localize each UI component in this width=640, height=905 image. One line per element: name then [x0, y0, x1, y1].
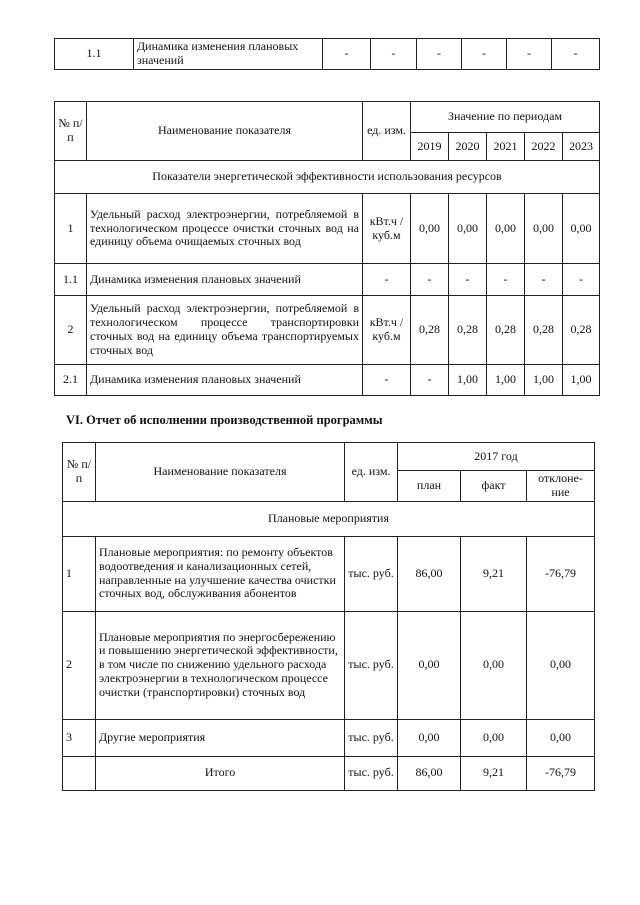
row-number: 2.1 — [55, 365, 87, 396]
col-header-num: № п/п — [55, 102, 87, 161]
row-number: 2 — [63, 611, 96, 719]
row-number: 2 — [55, 296, 87, 365]
col-header-year: 2023 — [563, 133, 600, 161]
value-cell: 0,28 — [487, 296, 525, 365]
deviation-value: 0,00 — [527, 719, 595, 756]
value-cell: - — [487, 264, 525, 296]
col-header-year: 2019 — [411, 133, 449, 161]
fact-value: 0,00 — [461, 611, 527, 719]
unit: тыс. руб. — [345, 756, 398, 790]
value-cell: - — [449, 264, 487, 296]
plan-value: 0,00 — [398, 611, 461, 719]
section-title: Показатели энергетической эффективности использования ресурсов — [55, 161, 600, 194]
deviation-value: -76,79 — [527, 756, 595, 790]
indicator-name: Динамика изменения плановых значений — [87, 365, 363, 396]
value-cell: 0,28 — [525, 296, 563, 365]
value-cell: 0,00 — [449, 194, 487, 264]
table-row — [55, 39, 600, 70]
table-row — [55, 365, 600, 396]
col-header-unit: ед. изм. — [345, 443, 398, 502]
row-number: 3 — [63, 719, 96, 756]
unit: тыс. руб. — [345, 536, 398, 611]
value-cell: - — [563, 264, 600, 296]
table-row — [63, 719, 595, 756]
deviation-value: -76,79 — [527, 536, 595, 611]
indicator-name: Удельный расход электроэнергии, потребляемой в технологическом процессе транспортировки сточных вод на единицу объема транспортируемых сточных вод — [87, 296, 363, 365]
indicator-name: Динамика изменения плановых значений — [134, 39, 323, 70]
measure-name: Плановые мероприятия по энергосбережению и повышению энергетической эффективности, в том числе по снижению удельного расхода электроэнергии в технологическом процессе очистки (транспортировки) сточных вод — [96, 611, 345, 719]
value-cell: 1,00 — [563, 365, 600, 396]
measure-name: Другие мероприятия — [96, 719, 345, 756]
deviation-value: 0,00 — [527, 611, 595, 719]
value-cell: 0,28 — [411, 296, 449, 365]
col-header-name: Наименование показателя — [87, 102, 363, 161]
unit: - — [363, 365, 411, 396]
col-header-num: № п/п — [63, 443, 96, 502]
col-header-plan: план — [398, 471, 461, 502]
value-cell: 0,00 — [487, 194, 525, 264]
value-cell: - — [507, 39, 552, 70]
unit: кВт.ч / куб.м — [363, 296, 411, 365]
measure-name: Плановые мероприятия: по ремонту объектов водоотведения и канализационных сетей, направленные на улучшение качества очистки сточных вод, обслуживания абонентов — [96, 536, 345, 611]
row-number: 1.1 — [55, 264, 87, 296]
row-number: 1.1 — [55, 39, 134, 70]
unit: - — [323, 39, 371, 70]
table-row — [63, 536, 595, 611]
row-number: 1 — [55, 194, 87, 264]
col-header-year: 2021 — [487, 133, 525, 161]
energy-efficiency-table — [54, 101, 600, 396]
value-cell: 1,00 — [487, 365, 525, 396]
value-cell: 1,00 — [525, 365, 563, 396]
value-cell: - — [371, 39, 417, 70]
col-header-deviation: отклоне-ние — [527, 471, 595, 502]
value-cell: - — [411, 264, 449, 296]
continuation-table — [54, 38, 600, 70]
plan-value: 86,00 — [398, 756, 461, 790]
table-row — [55, 264, 600, 296]
col-header-year: 2022 — [525, 133, 563, 161]
plan-value: 86,00 — [398, 536, 461, 611]
unit: - — [363, 264, 411, 296]
value-cell: 0,00 — [563, 194, 600, 264]
value-cell: - — [411, 365, 449, 396]
unit: тыс. руб. — [345, 611, 398, 719]
table-row — [63, 611, 595, 719]
total-row — [63, 756, 595, 790]
unit: тыс. руб. — [345, 719, 398, 756]
plan-value: 0,00 — [398, 719, 461, 756]
value-cell: 0,28 — [449, 296, 487, 365]
indicator-name: Динамика изменения плановых значений — [87, 264, 363, 296]
value-cell: 0,00 — [525, 194, 563, 264]
section-title: Плановые мероприятия — [63, 501, 595, 536]
value-cell: 1,00 — [449, 365, 487, 396]
header-row — [63, 443, 595, 471]
fact-value: 0,00 — [461, 719, 527, 756]
fact-value: 9,21 — [461, 756, 527, 790]
program-report-table — [62, 442, 595, 791]
section-heading: VI. Отчет об исполнении производственной программы — [66, 413, 383, 427]
value-cell: 0,28 — [563, 296, 600, 365]
header-row — [55, 102, 600, 133]
table-row — [55, 194, 600, 264]
col-header-name: Наименование показателя — [96, 443, 345, 502]
total-label: Итого — [96, 756, 345, 790]
value-cell: - — [525, 264, 563, 296]
value-cell: - — [417, 39, 462, 70]
unit: кВт.ч / куб.м — [363, 194, 411, 264]
row-number: 1 — [63, 536, 96, 611]
col-header-unit: ед. изм. — [363, 102, 411, 161]
value-cell: - — [552, 39, 600, 70]
section-row — [55, 161, 600, 194]
row-number-empty — [63, 756, 96, 790]
section-row — [63, 501, 595, 536]
value-cell: 0,00 — [411, 194, 449, 264]
col-header-fact: факт — [461, 471, 527, 502]
indicator-name: Удельный расход электроэнергии, потребляемой в технологическом процессе очистки сточных вод на единицу объема очищаемых сточных вод — [87, 194, 363, 264]
fact-value: 9,21 — [461, 536, 527, 611]
value-cell: - — [462, 39, 507, 70]
col-header-periods: Значение по периодам — [411, 102, 600, 133]
col-header-year: 2020 — [449, 133, 487, 161]
col-header-year: 2017 год — [398, 443, 595, 471]
table-row — [55, 296, 600, 365]
